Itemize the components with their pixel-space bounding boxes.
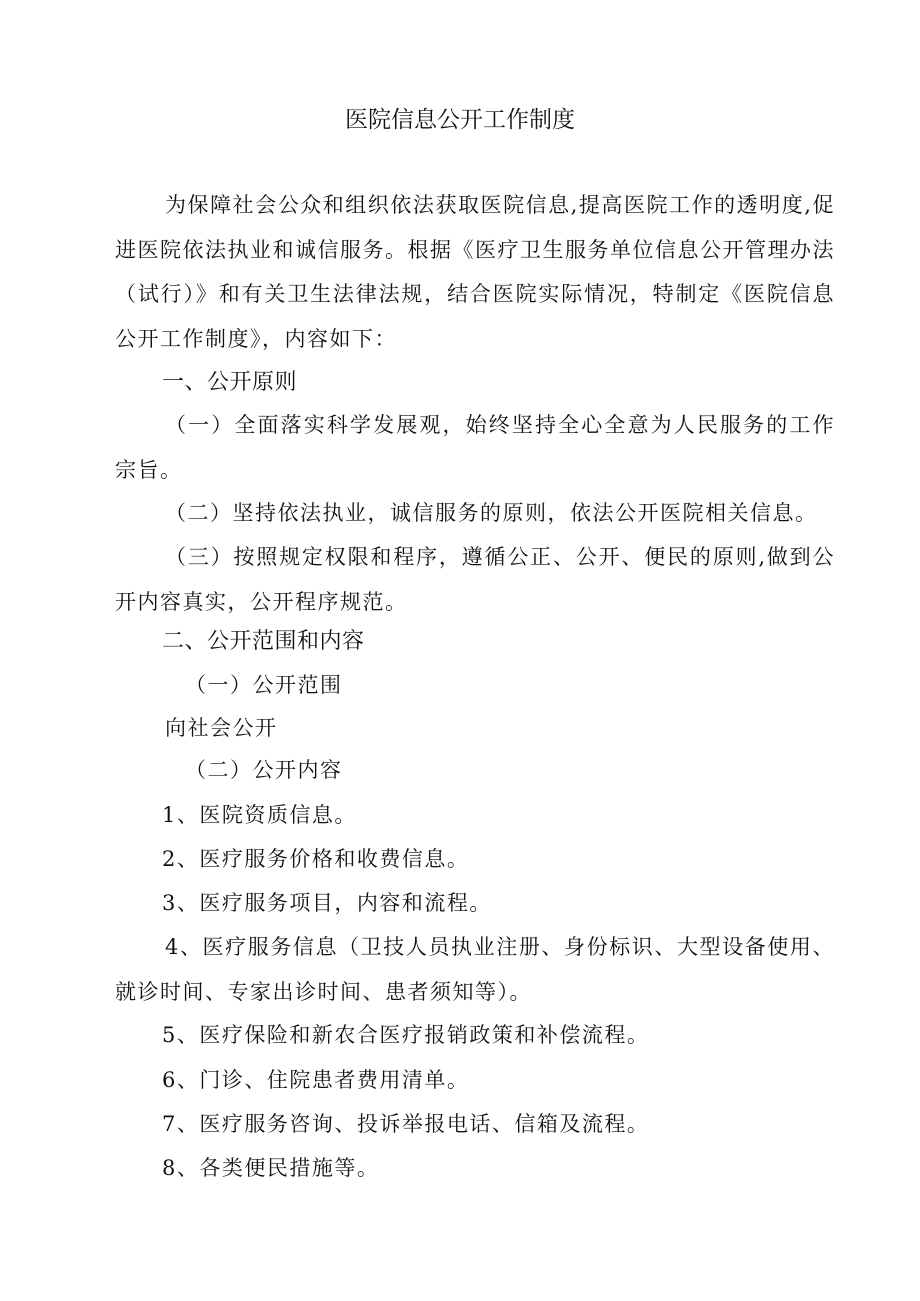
- section-heading-scope: 二、公开范围和内容: [162, 629, 365, 654]
- principle-item-3: （三）按照规定权限和程序，遵循公正、公开、便民的原则,做到公开内容真实，公开程序规范。: [115, 545, 835, 614]
- intro-paragraph: 为保障社会公众和组织依法获取医院信息,提高医院工作的透明度,促进医院依法执业和诚信服务。根据《医疗卫生服务单位信息公开管理办法（试行）》和有关卫生法律法规，结合医院实际情况，特制定《医院信息公开工作制度》，内容如下：: [115, 193, 835, 351]
- list-item: 2、医疗服务价格和收费信息。: [162, 847, 470, 871]
- principle-item-2: （二）坚持依法执业，诚信服务的原则，依法公开医院相关信息。: [165, 501, 818, 525]
- list-item: 1、医院资质信息。: [162, 803, 357, 827]
- scope-value: 向社会公开: [165, 716, 278, 740]
- principle-item-1: （一）全面落实科学发展观，始终坚持全心全意为人民服务的工作宗旨。: [115, 413, 835, 482]
- list-item: 4、医疗服务信息（卫技人员执业注册、身份标识、大型设备使用、就诊时间、专家出诊时间、患者须知等）。: [115, 935, 835, 1004]
- list-item: 6、门诊、住院患者费用清单。: [162, 1068, 470, 1092]
- section-heading-principles: 一、公开原则: [162, 370, 298, 395]
- list-item: 5、医疗保险和新农合医疗报销政策和补偿流程。: [162, 1023, 650, 1047]
- list-item: 7、医疗服务咨询、投诉举报电话、信箱及流程。: [162, 1112, 650, 1136]
- document-title: 医院信息公开工作制度: [345, 107, 575, 133]
- content-label: （二）公开内容: [185, 758, 343, 782]
- list-item: 8、各类便民措施等。: [162, 1156, 380, 1180]
- scope-label: （一）公开范围: [185, 673, 343, 697]
- list-item: 3、医疗服务项目，内容和流程。: [162, 891, 492, 915]
